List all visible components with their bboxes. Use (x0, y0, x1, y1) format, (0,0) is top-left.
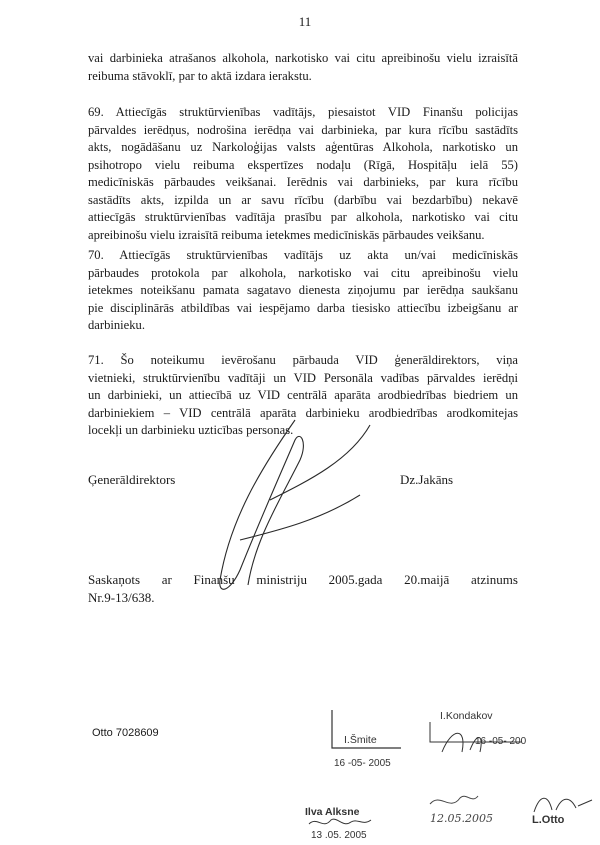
text-line: locekļi un darbinieku uzticības personas. (88, 423, 294, 437)
paragraph-p0 (88, 50, 518, 85)
text-line: attiecīgās struktūrvienības vadītāja prasību par alkohola, narkotisko vai citu (88, 210, 518, 224)
text-line: un darbinieki, un attiecībā uz VID centrālā aparāta arodbiedrības biedriem un (88, 388, 518, 402)
approval-name: L.Otto (532, 814, 565, 826)
kondakov-signature (422, 712, 532, 757)
agreement-word: Finanšu (193, 572, 235, 587)
agreement-line-1 (88, 572, 518, 588)
text-line: ietekmes noteikšanu pamata sagatavo dienesta ziņojumu par ierēdņa saukšanu (88, 283, 518, 297)
text-line: pārvaldes ierēdņus, nodrošina ierēdņa vai darbinieka, par kura rīcību sastādīts (88, 122, 518, 137)
text-line: vai darbinieka atrašanos alkohola, narkotisko vai citu apreibinošu vielu izraisītā (88, 51, 518, 65)
author-phone: Otto 7028609 (92, 727, 159, 739)
text-line: darbinieku. (88, 318, 146, 332)
text-line: 71. Šo noteikumu ievērošanu pārbauda VID ģenerāldirektors, viņa (88, 353, 518, 367)
approval-date: 16 -05- 2005 (334, 758, 391, 769)
text-line: 69. Attiecīgās struktūrvienības vadītājs, piesaistot VID Finanšu policijas (88, 105, 518, 119)
text-line: reibuma stāvoklī, par to aktā izdara ierakstu. (88, 68, 312, 83)
text-line: 70. Attiecīgās struktūrvienības vadītājs uz akta un/vai medicīniskās (88, 248, 518, 262)
paragraph-p70 (88, 247, 518, 335)
agreement-word: Saskaņots (88, 572, 140, 587)
signature-name: Dz.Jakāns (400, 472, 454, 487)
agreement-line-2: Nr.9-13/638. (88, 590, 155, 605)
text-line: pie disciplinārās atbildības vai iespējamo darba tiesisko attiecību izbeigšanu ar (88, 300, 518, 315)
handwritten-date: 12.05.2005 (430, 812, 493, 825)
text-line: akts, nogādāšanu uz Narkoloģijas valsts aģentūras Alkohola, narkotisko un (88, 140, 518, 154)
approval-stamp-alksne (305, 796, 385, 844)
signature-title: Ģenerāldirektors (88, 472, 176, 487)
approval-stamp-kondakov (420, 708, 530, 758)
approval-name: I.Šmite (344, 734, 377, 746)
paragraph-p69 (88, 104, 518, 244)
approval-date: 16 -05- 200 (475, 736, 527, 747)
agreement-word: atzinums (471, 572, 518, 587)
approval-stamp-otto (528, 790, 598, 840)
text-line: vietnieki, struktūrvienību vadītāji un VID Personāla vadības pārvaldes ierēdņi (88, 370, 518, 385)
text-line: pārbaudes protokola par alkohola, narkotisko vai citu apreibinošu vielu (88, 265, 518, 280)
agreement-word: 20.maijā (404, 572, 450, 587)
agreement-word: ar (161, 572, 172, 587)
text-line: medicīniskās pārbaudes veikšanai. Ierēdnis vai darbinieks, par kura rīcību (88, 175, 518, 189)
text-line: psihotropo vielu reibuma ekspertīzes nodaļu (Rīgā, Hospitāļu ielā 55) (88, 157, 518, 172)
text-line: sastādīts akts, izpilda un ar savu rīcību (darbību vai bezdarbību) nekavē (88, 192, 518, 207)
approval-name: I.Kondakov (440, 710, 493, 722)
approval-stamp-smite (326, 708, 406, 778)
approval-date: 13 .05. 2005 (311, 830, 367, 841)
agreement-word: 2005.gada (328, 572, 383, 587)
page-number: 11 (298, 14, 312, 29)
text-line: darbiniekiem – VID centrālā aparāta darbinieku arodbiedrības arodkomitejas (88, 405, 518, 420)
agreement-word: ministriju (256, 572, 307, 587)
text-line: apreibinošu vielu izraisītā reibuma ietekmes medicīniskās pārbaudes veikšanu. (88, 227, 485, 242)
approval-name: Ilva Alksne (305, 806, 360, 818)
